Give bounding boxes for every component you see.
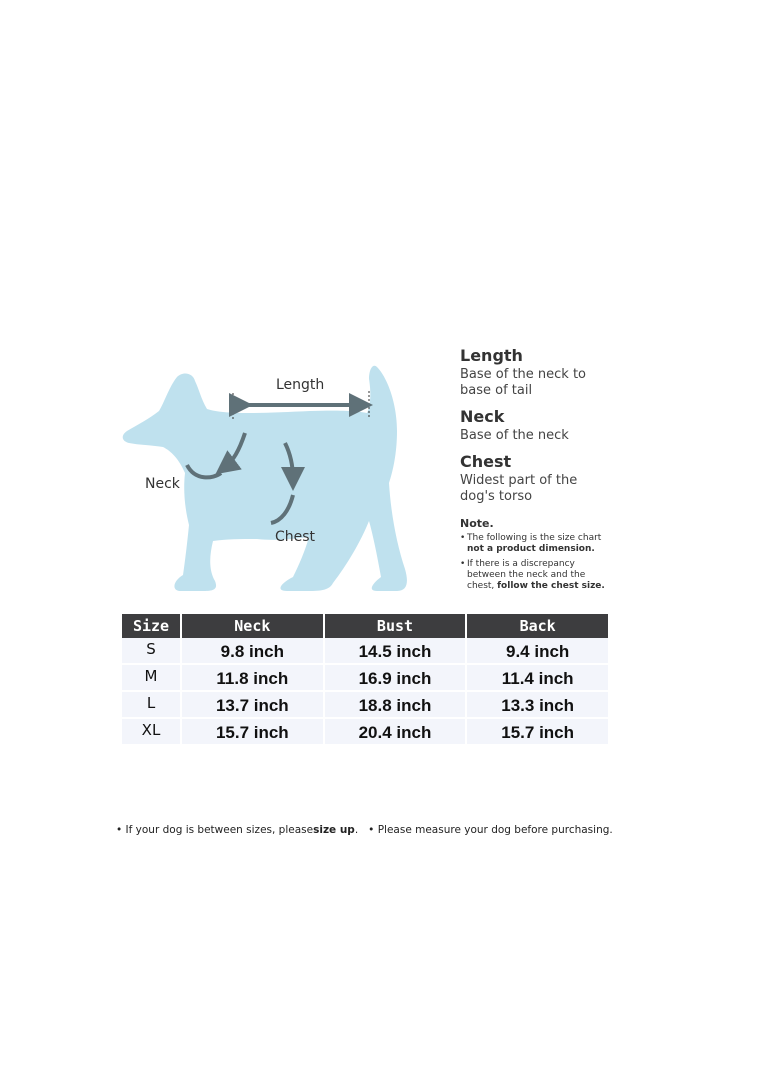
chest-label: Chest <box>275 529 316 545</box>
size-cell: XL <box>122 719 180 746</box>
neck-title: Neck <box>460 407 505 426</box>
size-cell: L <box>122 692 180 719</box>
size-cell: M <box>122 665 180 692</box>
note-item-1: • The following is the size chart not a product dimension. <box>460 533 760 555</box>
table-header-row <box>122 614 608 638</box>
chest-desc: Widest part of the dog's torso <box>460 473 578 504</box>
back-cell: 13.3 inch <box>467 692 608 719</box>
back-cell: 9.4 inch <box>467 638 608 665</box>
header-size: Size <box>122 614 180 638</box>
table-row <box>122 719 608 746</box>
length-label: Length <box>276 377 325 393</box>
dog-measurement-diagram <box>115 355 415 610</box>
neck-cell: 9.8 inch <box>182 638 323 665</box>
tip-1: • If your dog is between sizes, pleasesize up. <box>116 824 359 836</box>
header-bust: Bust <box>325 614 466 638</box>
size-chart-table <box>120 614 610 746</box>
back-cell: 11.4 inch <box>467 665 608 692</box>
header-neck: Neck <box>182 614 323 638</box>
bust-cell: 18.8 inch <box>325 692 466 719</box>
note-item-2: • If there is a discrepancy between the neck and the chest, follow the chest size. <box>460 559 760 592</box>
footer-tips <box>116 824 613 836</box>
header-back: Back <box>467 614 608 638</box>
note-title: Note. <box>460 517 494 530</box>
table-row <box>122 665 608 692</box>
length-title: Length <box>460 346 523 365</box>
note <box>460 517 760 592</box>
tip-2: • Please measure your dog before purchasing. <box>368 824 613 836</box>
size-cell: S <box>122 638 180 665</box>
chest-title: Chest <box>460 452 512 471</box>
back-cell: 15.7 inch <box>467 719 608 746</box>
bust-cell: 20.4 inch <box>325 719 466 746</box>
length-desc: Base of the neck to base of tail <box>460 367 587 398</box>
measurement-info <box>460 345 760 596</box>
neck-desc: Base of the neck <box>460 428 569 443</box>
table-row <box>122 692 608 719</box>
neck-cell: 15.7 inch <box>182 719 323 746</box>
neck-cell: 11.8 inch <box>182 665 323 692</box>
bust-cell: 14.5 inch <box>325 638 466 665</box>
bust-cell: 16.9 inch <box>325 665 466 692</box>
neck-cell: 13.7 inch <box>182 692 323 719</box>
table-row <box>122 638 608 665</box>
neck-label: Neck <box>145 476 180 492</box>
